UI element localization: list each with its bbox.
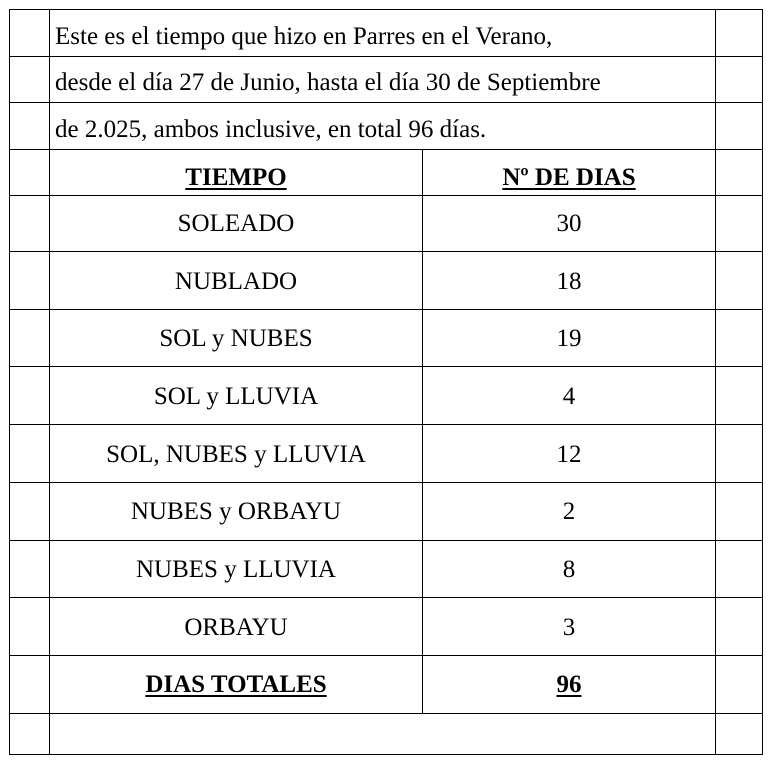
- table-row-dias: 8: [562, 556, 576, 583]
- total-label: DIAS TOTALES: [145, 671, 327, 698]
- grid-vertical-line: [762, 9, 763, 755]
- grid-horizontal-line: [9, 195, 763, 196]
- table-row-dias: 18: [556, 268, 582, 295]
- grid-horizontal-line: [9, 149, 763, 150]
- grid-horizontal-line: [9, 424, 763, 425]
- grid-horizontal-line: [9, 754, 763, 755]
- table-row-tiempo: NUBLADO: [174, 268, 298, 295]
- table-row-tiempo: SOL y LLUVIA: [153, 383, 319, 410]
- table-row-dias: 3: [562, 614, 576, 641]
- table-row-tiempo: NUBES y LLUVIA: [136, 556, 336, 583]
- header-tiempo: TIEMPO: [185, 164, 287, 191]
- grid-horizontal-line: [9, 309, 763, 310]
- grid-vertical-line: [715, 9, 716, 755]
- table-row-dias: 30: [556, 210, 582, 237]
- table-row-dias: 4: [562, 383, 576, 410]
- total-value: 96: [556, 671, 582, 698]
- intro-line-1: Este es el tiempo que hizo en Parres en el Verano,: [55, 23, 553, 50]
- grid-horizontal-line: [9, 597, 763, 598]
- grid-vertical-line: [9, 9, 10, 755]
- grid-horizontal-line: [9, 9, 763, 10]
- table-row-dias: 19: [556, 325, 582, 352]
- grid-horizontal-line: [9, 655, 763, 656]
- grid-horizontal-line: [9, 713, 763, 714]
- grid-horizontal-line: [9, 366, 763, 367]
- table-row-tiempo: SOL, NUBES y LLUVIA: [106, 441, 366, 468]
- grid-horizontal-line: [9, 482, 763, 483]
- grid-horizontal-line: [9, 540, 763, 541]
- table-row-dias: 2: [562, 498, 576, 525]
- header-dias: Nº DE DIAS: [502, 164, 636, 191]
- grid-horizontal-line: [9, 251, 763, 252]
- intro-line-2: desde el día 27 de Junio, hasta el día 30 de Septiembre: [55, 69, 601, 96]
- table-row-dias: 12: [556, 441, 582, 468]
- grid-horizontal-line: [9, 56, 763, 57]
- grid-horizontal-line: [9, 102, 763, 103]
- table-row-tiempo: SOLEADO: [177, 210, 295, 237]
- intro-line-3: de 2.025, ambos inclusive, en total 96 días.: [55, 116, 487, 143]
- table-row-tiempo: ORBAYU: [184, 614, 288, 641]
- table-row-tiempo: SOL y NUBES: [159, 325, 313, 352]
- table-row-tiempo: NUBES y ORBAYU: [130, 498, 342, 525]
